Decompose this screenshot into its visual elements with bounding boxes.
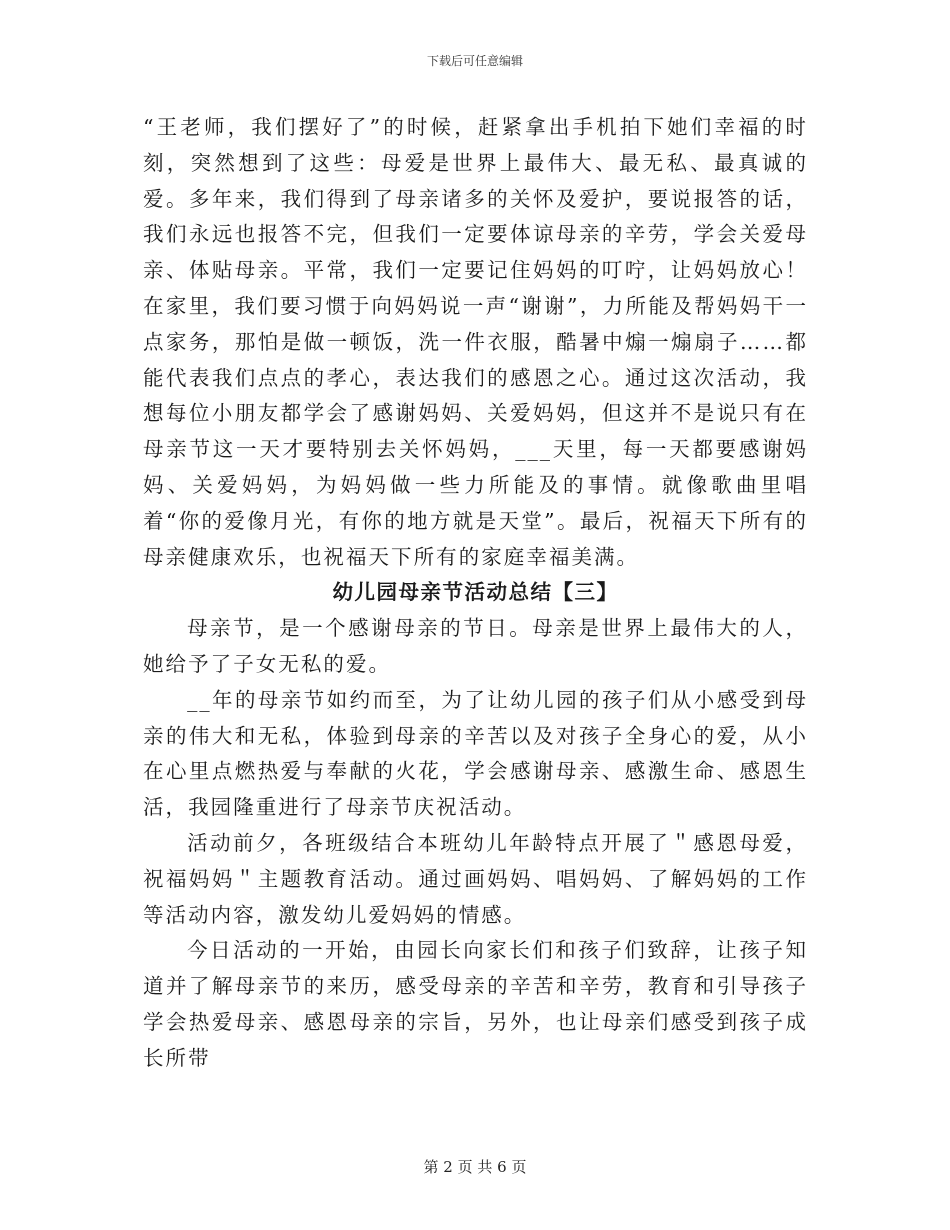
section-title: 幼儿园母亲节活动总结【三】 (332, 580, 619, 605)
paragraph-2: __年的母亲节如约而至，为了让幼儿园的孩子们从小感受到母亲的伟大和无私，体验到母亲的辛苦以及对孩子全身心的爱，从小在心里点燃热爱与奉献的火花，学会感谢母亲、感激生命、感恩生活，我园隆重进行了母亲节庆祝活动。 (143, 687, 808, 820)
continued-paragraph: “王老师，我们摆好了”的时候，赶紧拿出手机拍下她们幸福的时刻，突然想到了这些：母爱是世界上最伟大、最无私、最真诚的爱。多年来，我们得到了母亲诸多的关怀及爱护，要说报答的话，我们永远也报答不完，但我们一定要体谅母亲的辛劳，学会关爱母亲、体贴母亲。平常，我们一定要记住妈妈的叮咛，让妈妈放心！在家里，我们要习惯于向妈妈说一声“谢谢”，力所能及帮妈妈干一点家务，那怕是做一顿饭，洗一件衣服，酷暑中煽一煽扇子……都能代表我们点点的孝心，表达我们的感恩之心。通过这次活动，我想每位小朋友都学会了感谢妈妈、关爱妈妈，但这并不是说只有在母亲节这一天才要特别去关怀妈妈，___天里，每一天都要感谢妈妈、关爱妈妈，为妈妈做一些力所能及的事情。就像歌曲里唱着“你的爱像月光，有你的地方就是天堂”。最后，祝福天下所有的母亲健康欢乐，也祝福天下所有的家庭幸福美满。 (143, 115, 808, 569)
document-body (143, 110, 808, 1077)
page-header: 下载后可任意编辑 (426, 54, 523, 68)
paragraph-1: 母亲节，是一个感谢母亲的节日。母亲是世界上最伟大的人，她给予了子女无私的爱。 (143, 616, 808, 676)
paragraph-4: 今日活动的一开始，由园长向家长们和孩子们致辞，让孩子知道并了解母亲节的来历，感受母亲的辛苦和辛劳，教育和引导孩子学会热爱母亲、感恩母亲的宗旨，另外，也让母亲们感受到孩子成长所带 (143, 938, 808, 1070)
paragraph-3: 活动前夕，各班级结合本班幼儿年龄特点开展了＂感恩母爱，祝福妈妈＂主题教育活动。通过画妈妈、唱妈妈、了解妈妈的工作等活动内容，激发幼儿爱妈妈的情感。 (143, 830, 808, 927)
page-number: 第 2 页 共 6 页 (423, 1158, 527, 1176)
